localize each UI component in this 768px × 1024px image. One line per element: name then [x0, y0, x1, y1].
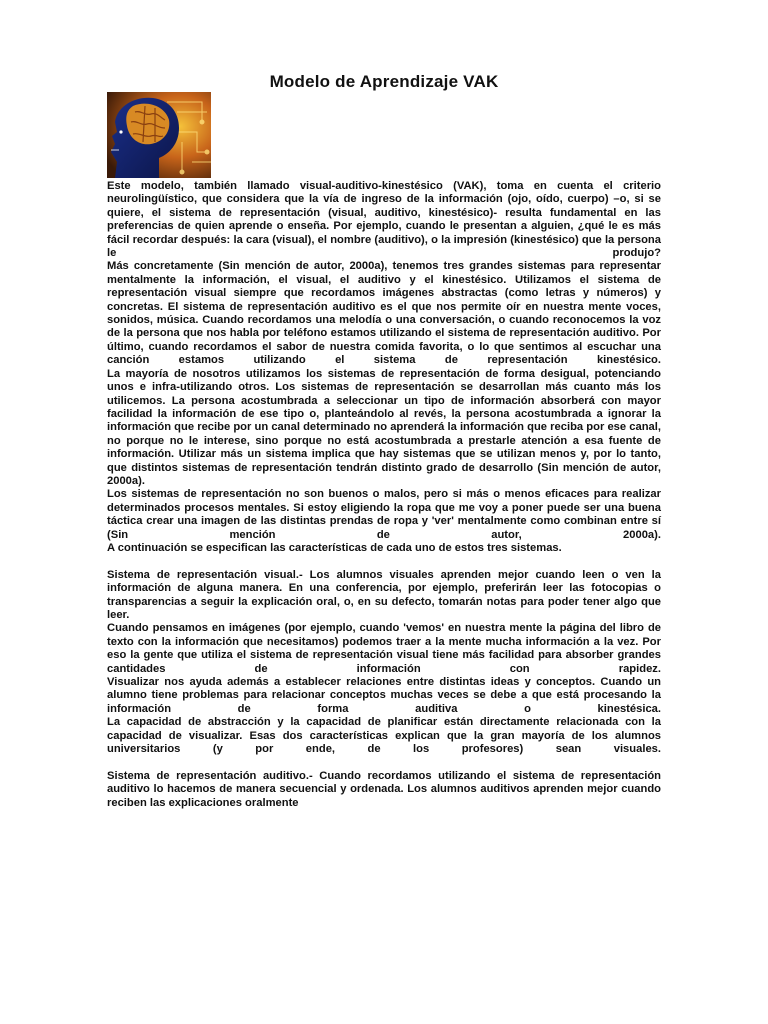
paragraph: Sistema de representación auditivo.- Cuando recordamos utilizando el sistema de representación auditivo lo hacemos de manera secuencial y ordenada. Los alumnos auditivos aprenden mejor cuando reciben las explicaciones oralmente — [107, 769, 661, 809]
document-title: Modelo de Aprendizaje VAK — [269, 72, 499, 91]
head-brain-illustration-icon — [107, 92, 211, 178]
paragraph: Más concretamente (Sin mención de autor, 2000a), tenemos tres grandes sistemas para representar mentalmente la información, el visual, el auditivo y el kinestésico. Utilizamos el sistema de representación visual siempre que recordamos imágenes abstractas (como letras y números) y concretas. El sistema de representación auditivo es el que nos permite oír en nuestra mente voces, sonidos, música. Cuando recordamos una melodía o una conversación, o cuando reconocemos la voz de la persona que nos habla por teléfono estamos utilizando el sistema de representación auditivo. Por último, cuando recordamos el sabor de nuestra comida favorita, o lo que sentimos al escuchar una canción estamos utilizando el sistema de representación kinestésico. — [107, 260, 661, 367]
paragraph: Visualizar nos ayuda además a establecer relaciones entre distintas ideas y conceptos. Cuando un alumno tiene problemas para relacionar conceptos muchas veces se debe a que está procesando la información de forma auditiva o kinestésica. — [107, 676, 661, 715]
paragraph: Los sistemas de representación no son buenos o malos, pero si más o menos eficaces para realizar determinados procesos mentales. Si estoy eligiendo la ropa que me voy a poner puede ser una buena táctica crear una imagen de las distintas prendas de ropa y 'ver' mentalmente como combinan entre sí (Sin mención de autor, 2000a). — [107, 488, 661, 541]
paragraph-spacer — [107, 555, 661, 568]
paragraph: La capacidad de abstracción y la capacidad de planificar están directamente relacionada con la capacidad de visualizar. Esas dos características explican que la gran mayoría de los alumnos universitarios (y por ende, de los profesores) sean visuales. — [107, 716, 661, 756]
paragraph-spacer — [107, 756, 661, 769]
paragraph: Este modelo, también llamado visual-auditivo-kinestésico (VAK), toma en cuenta el criterio neurolingüístico, que considera que la vía de ingreso de la información (ojo, oído, cuerpo) –o, si se quiere, el sistema de representación (visual, auditivo, kinestésico)- resulta fundamental en las preferencias de quien aprende o enseña. Por ejemplo, cuando le presentan a alguien, ¿qué le es más fácil recordar después: la cara (visual), el nombre (auditivo), o la impresión (kinestésico) que la persona le produjo? — [107, 180, 661, 260]
paragraph: A continuación se especifican las características de cada uno de estos tres sistemas. — [107, 541, 562, 554]
paragraph: Cuando pensamos en imágenes (por ejemplo, cuando 'vemos' en nuestra mente la página del libro de texto con la información que necesitamos) podemos traer a la mente mucha información a la vez. Por eso la gente que utiliza el sistema de representación visual tiene más facilidad para absorber grandes cantidades de información con rapidez. — [107, 622, 661, 675]
document-body — [107, 180, 661, 810]
paragraph: Sistema de representación visual.- Los alumnos visuales aprenden mejor cuando leen o ven la información de alguna manera. En una conferencia, por ejemplo, preferirán leer las fotocopias o transparencias a seguir la explicación oral, o, en su defecto, tomarán notas para poder tener algo que leer. — [107, 568, 661, 621]
paragraph: La mayoría de nosotros utilizamos los sistemas de representación de forma desigual, potenciando unos e infra-utilizando otros. Los sistemas de representación se desarrollan más cuanto más los utilicemos. La persona acostumbrada a seleccionar un tipo de información absorberá con mayor facilidad la información de ese tipo o, planteándolo al revés, la persona acostumbrada a ignorar la información que recibe por un canal determinado no aprenderá la información que reciba por ese canal, no porque no le interese, sino porque no está acostumbrada a prestarle atención a esa fuente de información. Utilizar más un sistema implica que hay sistemas que se utilizan menos y, por lo tanto, que distintos sistemas de representación tendrán distinto grado de desarrollo (Sin mención de autor, 2000a). — [107, 367, 661, 487]
